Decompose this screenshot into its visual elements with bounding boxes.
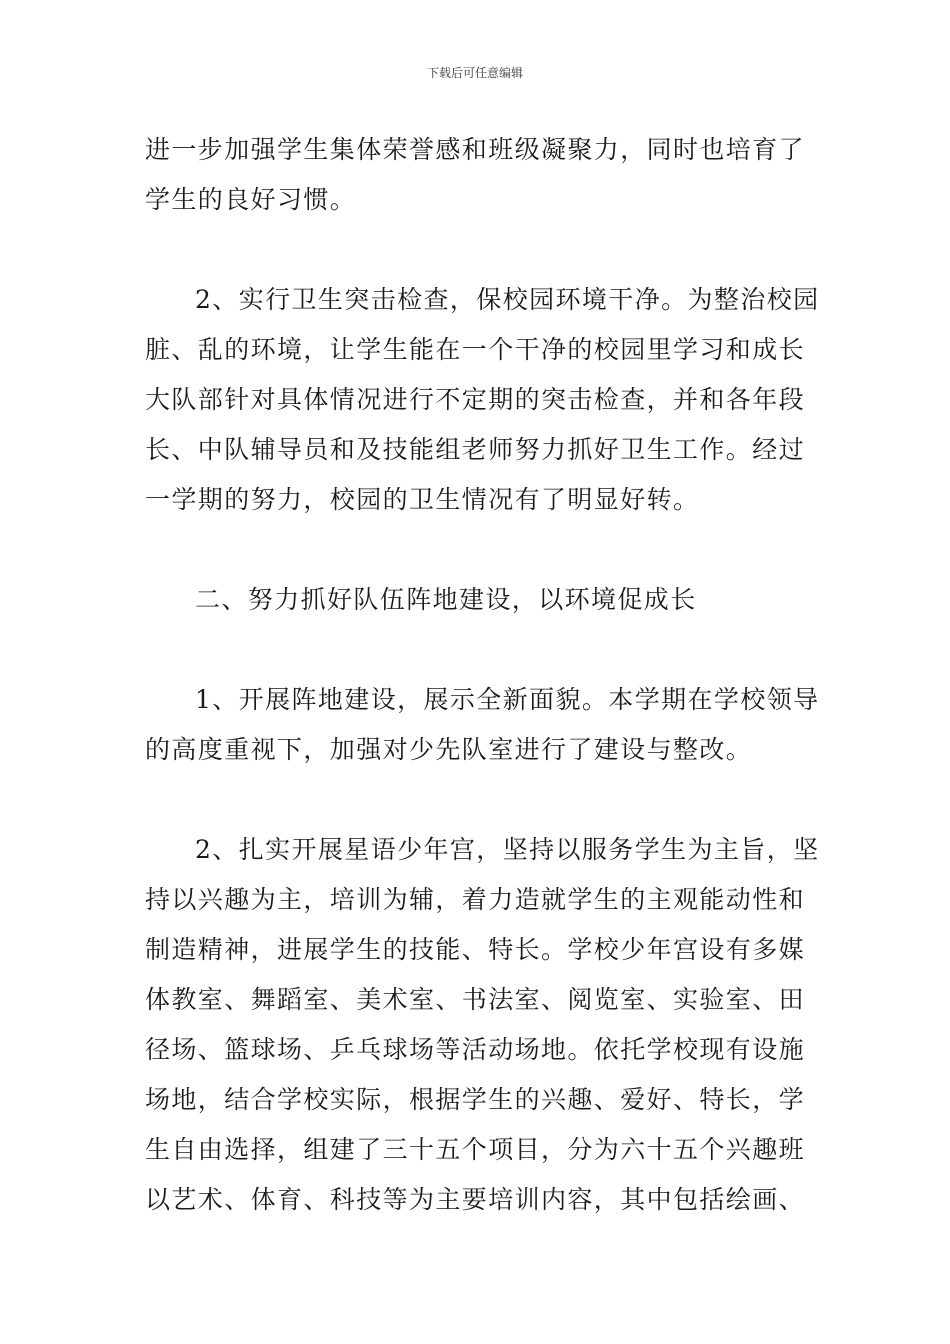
body-text-line: 一学期的努力，校园的卫生情况有了明显好转。	[145, 485, 700, 514]
body-text-line: 脏、乱的环境，让学生能在一个干净的校园里学习和成长	[145, 335, 806, 364]
body-text-line: 以艺术、体育、科技等为主要培训内容，其中包括绘画、	[145, 1185, 806, 1214]
body-text-line: 场地，结合学校实际，根据学生的兴趣、爱好、特长，学	[145, 1085, 806, 1114]
body-text-line: 持以兴趣为主，培训为辅，着力造就学生的主观能动性和	[145, 885, 806, 914]
body-text-line: 1、开展阵地建设，展示全新面貌。本学期在学校领导	[195, 685, 820, 714]
page-header-note: 下载后可任意编辑	[426, 66, 523, 80]
section-heading: 二、努力抓好队伍阵地建设，以环境促成长	[195, 585, 697, 614]
body-text-line: 进一步加强学生集体荣誉感和班级凝聚力，同时也培育了	[145, 135, 806, 164]
body-text-line: 的高度重视下，加强对少先队室进行了建设与整改。	[145, 735, 753, 764]
body-text-line: 体教室、舞蹈室、美术室、书法室、阅览室、实验室、田	[145, 985, 806, 1014]
body-text-line: 制造精神，进展学生的技能、特长。学校少年宫设有多媒	[145, 935, 806, 964]
body-text-line: 2、实行卫生突击检查，保校园环境干净。为整治校园	[195, 285, 820, 314]
body-text-line: 长、中队辅导员和及技能组老师努力抓好卫生工作。经过	[145, 435, 806, 464]
body-text-line: 学生的良好习惯。	[145, 185, 357, 214]
body-text-line: 生自由选择，组建了三十五个项目，分为六十五个兴趣班	[145, 1135, 806, 1164]
body-text-line: 大队部针对具体情况进行不定期的突击检查，并和各年段	[145, 385, 806, 414]
body-text-line: 2、扎实开展星语少年宫，坚持以服务学生为主旨，坚	[195, 835, 820, 864]
body-text-line: 径场、篮球场、乒乓球场等活动场地。依托学校现有设施	[145, 1035, 806, 1064]
